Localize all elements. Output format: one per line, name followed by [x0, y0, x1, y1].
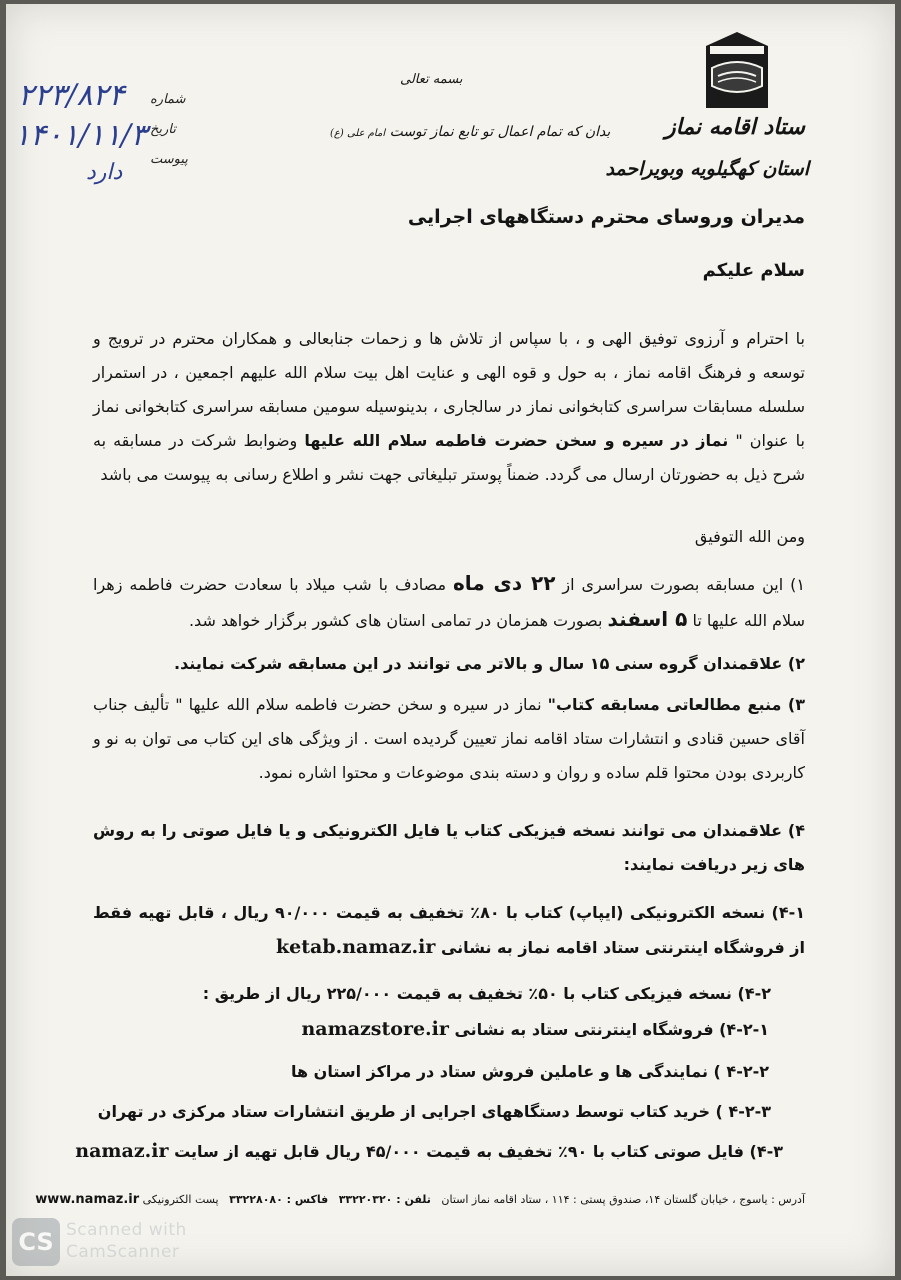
org-name: ستاد اقامه نماز [665, 114, 805, 140]
item-4-3 [71, 1140, 783, 1162]
item-3-lead: ۳) منبع مطالعاتی مسابقه کتاب" [547, 695, 805, 714]
quote-attribution: امام علی (ع) [330, 128, 386, 139]
watermark-line2: CamScanner [66, 1242, 180, 1262]
contest-title: نماز در سیره و سخن حضرت فاطمه سلام الله علیها [304, 431, 729, 450]
basmala: بسمه تعالی [400, 72, 463, 87]
item-2: ۲) علاقمندان گروه سنی ۱۵ سال و بالاتر می توانند در این مسابقه شرکت نمایند. [173, 654, 805, 673]
item-4-3-text: ۴-۳) فایل صوتی کتاب با ۹۰٪ تخفیف به قیمت ۴۵/۰۰۰ ریال قابل تهیه از سایت [174, 1142, 783, 1161]
item-4-1-text: ۴-۱) نسخه الکترونیکی (ایپاپ) کتاب با ۸۰٪ تخفیف به قیمت ۹۰/۰۰۰ ریال ، قابل تهیه فقط از فروشگاه اینترنتی ستاد اقامه نماز به نشانی [93, 903, 805, 957]
header-quote [330, 124, 610, 140]
footer-email-label: پست الکترونیکی [142, 1193, 219, 1206]
item-1-text-b: مصادف با شب میلاد با سعادت حضرت فاطمه زهرا سلام الله علیها تا [93, 575, 805, 630]
salutation: سلام علیکم [702, 260, 805, 281]
camscanner-logo-icon: CS [12, 1218, 60, 1266]
intro-paragraph [93, 322, 805, 492]
item-4-2-1-text: ۴-۲-۱) فروشگاه اینترنتی ستاد به نشانی [454, 1020, 769, 1039]
item-3 [93, 688, 805, 790]
kaaba-logo-icon [696, 28, 778, 114]
footer-address: آدرس : یاسوج ، خیابان گلستان ۱۴، صندوق پستی : ۱۱۴ ، ستاد اقامه نماز استان [441, 1193, 805, 1206]
footer-fax: فاکس : ۳۳۲۲۸۰۸۰ [229, 1193, 329, 1206]
item-4-1 [93, 896, 805, 965]
date-label: تاریخ [150, 122, 176, 137]
attachment-label: پیوست [150, 152, 188, 167]
ketab-site-link[interactable]: ketab.namaz.ir [275, 936, 436, 958]
namaz-site-link[interactable]: namaz.ir [75, 1140, 169, 1162]
handwritten-attachment: دارد [86, 160, 123, 185]
handwritten-date: ۱۴۰۱/۱۱/۳ [14, 118, 148, 153]
closing-line: ومن الله التوفیق [694, 527, 805, 546]
camscanner-watermark [10, 1218, 220, 1270]
item-4-2-1 [57, 1018, 769, 1040]
addressee: مدیران وروسای محترم دستگاههای اجرایی [407, 206, 805, 228]
watermark-line1: Scanned with [66, 1220, 187, 1240]
quote-text: بدان که تمام اعمال تو تابع نماز توست [389, 124, 611, 140]
item-1-start-date: ۲۲ دی ماه [453, 571, 556, 595]
item-4-2-2: ۴-۲-۲ ) نمایندگی ها و عاملین فروش ستاد در مراکز استان ها [290, 1062, 769, 1081]
item-4: ۴) علاقمندان می توانند نسخه فیزیکی کتاب یا فایل الکترونیکی و یا فایل صوتی را به روش های زیر دریافت نمایند: [93, 821, 805, 874]
namazstore-link[interactable]: namazstore.ir [301, 1018, 449, 1040]
item-3-text: نماز در سیره و سخن حضرت فاطمه سلام الله علیها " تألیف جناب آقای حسین قنادی و انتشارات ستاد اقامه نماز تعیین گردیده است . از ویژگی های این کتاب می توان به نو و کاربردی بودن محتوا قلم ساده و روان و دسته بندی موضوعات و محتوا اشاره نمود. [93, 695, 805, 782]
intro-text-1: با احترام و آرزوی توفیق الهی و ، با سپاس از تلاش ها و زحمات جنابعالی و همکاران محترم در ترویج و توسعه و فرهنگ اقامه نماز ، به حول و قوه الهی و عنایت اهل بیت سلام الله علیهم اجمعین ، در استمرار سلسله مسابقات سراسری کتابخوانی نماز در سالجاری ، بدینوسیله سومین مسابقه سراسری کتابخوانی نماز با عنوان " [93, 329, 806, 450]
handwritten-number: ۲۲۳/۸۲۴ [18, 78, 125, 113]
item-1-end-date: ۵ اسفند [607, 607, 688, 631]
item-1-text-a: ۱) این مسابقه بصورت سراسری از [562, 575, 806, 594]
footer-website[interactable]: www.namaz.ir [35, 1192, 140, 1207]
item-1 [93, 566, 805, 638]
footer-phone: تلفن : ۳۳۲۲۰۳۲۰ [338, 1193, 431, 1206]
footer [35, 1192, 805, 1207]
intro-text-2: وضوابط شرکت در مسابقه به شرح ذیل به حضورتان ارسال می گردد. ضمناً پوستر تبلیغاتی جهت نشر و اطلاع رسانی به پیوست می باشد [93, 431, 805, 484]
org-province: استان کهگیلویه وبویراحمد [605, 158, 809, 180]
item-1-text-c: بصورت همزمان در تمامی استان های کشور برگزار خواهد شد. [188, 611, 603, 630]
number-label: شماره [150, 92, 186, 107]
item-4-2-3: ۴-۲-۳ ) خرید کتاب توسط دستگاههای اجرایی از طریق انتشارات ستاد مرکزی در تهران [97, 1102, 771, 1121]
item-4-2: ۴-۲) نسخه فیزیکی کتاب با ۵۰٪ تخفیف به قیمت ۲۲۵/۰۰۰ ریال از طریق : [202, 984, 771, 1003]
